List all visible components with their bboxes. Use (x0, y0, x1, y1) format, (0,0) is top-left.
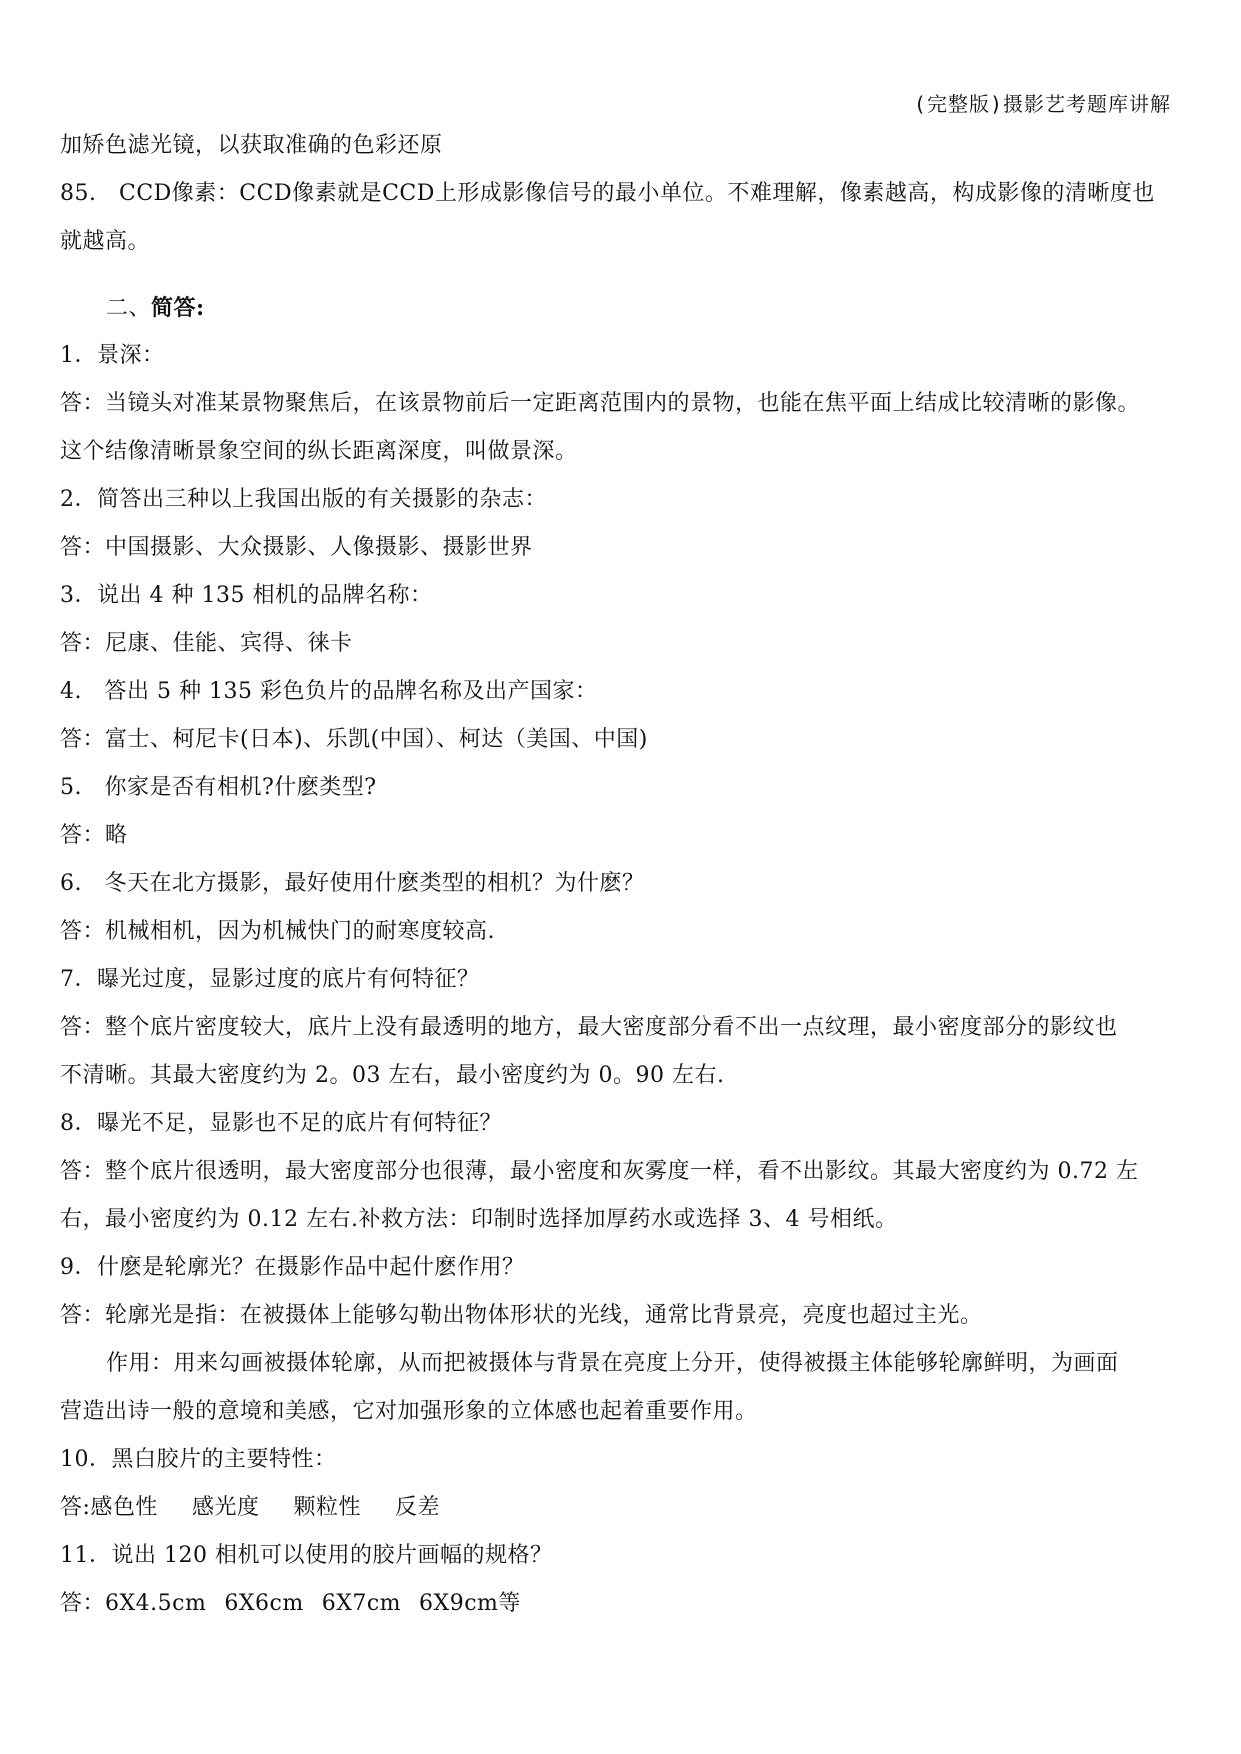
question-line: 6. 冬天在北方摄影，最好使用什麽类型的相机？为什麽？ (60, 871, 645, 896)
answer-suffix: 等 (498, 1591, 521, 1616)
section-number: 二、 (106, 296, 152, 321)
question-line: 1．景深： (60, 343, 165, 368)
answer-item: 反差 (394, 1495, 440, 1520)
answer-line: 答：略 (60, 823, 128, 848)
section-heading (60, 284, 1210, 332)
spacer (60, 266, 1210, 284)
answer-item: 颗粒性 (293, 1495, 361, 1520)
answer-line: 右，最小密度约为 0.12 左右.补救方法：印制时选择加厚药水或选择 3、4 号相纸。 (60, 1207, 898, 1232)
answer-prefix: 答: (60, 1495, 91, 1520)
text-line: 85. CCD像素：CCD像素就是CCD上形成影像信号的最小单位。不难理解，像素越高，构成影像的清晰度也 (60, 181, 1155, 206)
answer-line: 作用：用来勾画被摄体轮廓，从而把被摄体与背景在亮度上分开，使得被摄主体能够轮廓鲜明，为画面 (106, 1351, 1119, 1376)
answer-item: 感色性 (90, 1495, 158, 1520)
answer-line: 答：尼康、佳能、宾得、徕卡 (60, 631, 353, 656)
question-line: 9．什麽是轮廓光？在摄影作品中起什麽作用？ (60, 1255, 525, 1280)
text-line: 就越高。 (60, 229, 151, 254)
question-line: 4. 答出 5 种 135 彩色负片的品牌名称及出产国家： (60, 679, 598, 704)
answer-line: 答：整个底片很透明，最大密度部分也很薄，最小密度和灰雾度一样，看不出影纹。其最大密度约为 0.72 左 (60, 1159, 1139, 1184)
answer-line: 不清晰。其最大密度约为 2。03 左右，最小密度约为 0。90 左右. (60, 1063, 725, 1088)
question-line: 3．说出 4 种 135 相机的品牌名称： (60, 583, 433, 608)
question-line: 2．简答出三种以上我国出版的有关摄影的杂志： (60, 487, 547, 512)
answer-item: 感光度 (191, 1495, 260, 1520)
question-line: 5. 你家是否有相机?什麽类型? (60, 775, 377, 800)
question-line: 7．曝光过度，显影过度的底片有何特征？ (60, 967, 480, 992)
answer-line: 答：机械相机，因为机械快门的耐寒度较高. (60, 919, 495, 944)
answer-item: 6X7cm (321, 1591, 402, 1616)
section-title: 简答: (151, 295, 205, 321)
text-line: 加矫色滤光镜，以获取准确的色彩还原 (60, 133, 443, 158)
answer-line: 答：整个底片密度较大，底片上没有最透明的地方，最大密度部分看不出一点纹理，最小密度部分的影纹也 (60, 1015, 1118, 1040)
answer-item: 6X9cm (419, 1591, 499, 1616)
page-content (60, 122, 1210, 1628)
answer-line: 答：轮廓光是指：在被摄体上能够勾勒出物体形状的光线，通常比背景亮，亮度也超过主光。 (60, 1303, 983, 1328)
answer-item: 6X6cm (224, 1591, 304, 1616)
question-line: 11．说出 120 相机可以使用的胶片画幅的规格？ (60, 1543, 553, 1568)
answer-line-q10 (60, 1484, 1210, 1532)
question-line: 10．黑白胶片的主要特性： (60, 1447, 337, 1472)
answer-line: 这个结像清晰景象空间的纵长距离深度，叫做景深。 (60, 439, 578, 464)
answer-prefix: 答： (60, 1591, 106, 1616)
answer-line: 答：当镜头对准某景物聚焦后，在该景物前后一定距离范围内的景物，也能在焦平面上结成比较清晰的影像。 (60, 391, 1141, 416)
page-header: (完整版)摄影艺考题库讲解 (913, 92, 1171, 116)
answer-line: 答：富士、柯尼卡(日本)、乐凯(中国）、柯达（美国、中国) (60, 727, 648, 752)
answer-item: 6X4.5cm (105, 1591, 207, 1616)
answer-line: 答：中国摄影、大众摄影、人像摄影、摄影世界 (60, 535, 533, 560)
answer-line: 营造出诗一般的意境和美感，它对加强形象的立体感也起着重要作用。 (60, 1399, 758, 1424)
question-line: 8．曝光不足，显影也不足的底片有何特征？ (60, 1111, 502, 1136)
answer-line-q11 (60, 1580, 1210, 1628)
